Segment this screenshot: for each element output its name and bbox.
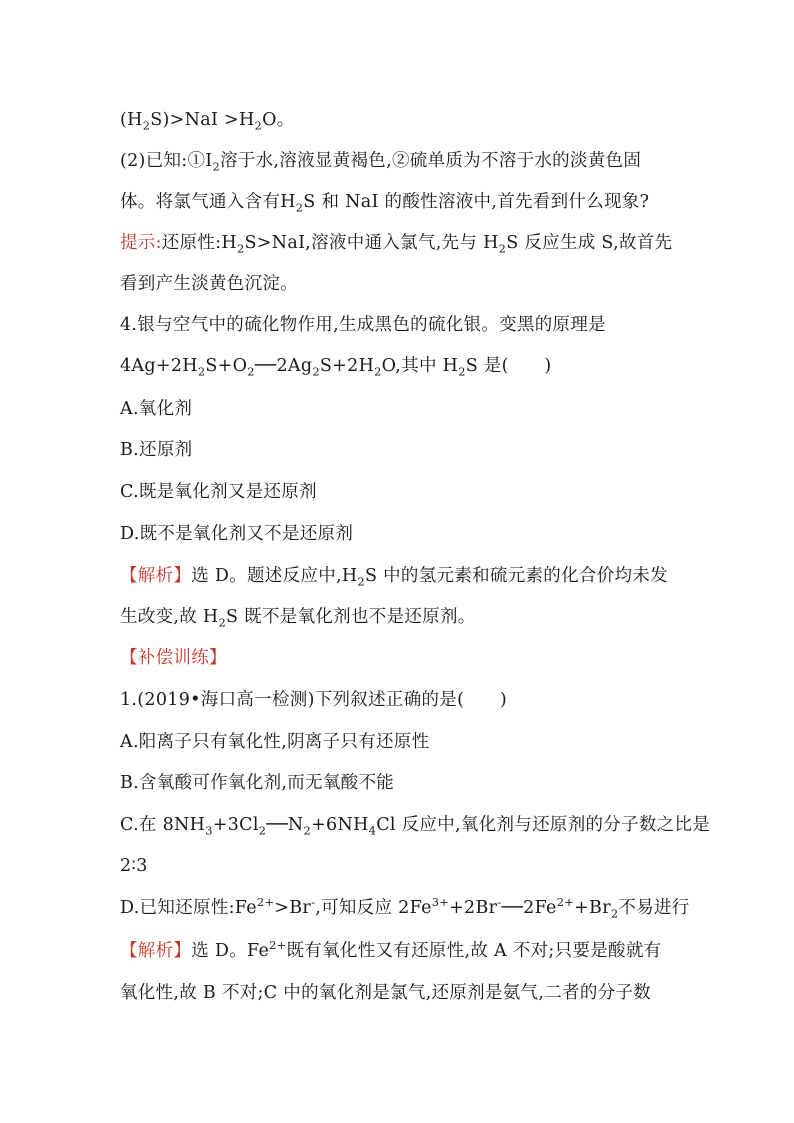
- subscript: 2: [212, 159, 221, 174]
- q4-option-a: A.氧化剂: [120, 399, 193, 419]
- text-run: S 反应生成 S,故首先: [506, 233, 673, 253]
- supplement-option-b: B.含氧酸可作氧化剂,而无氧酸不能: [120, 773, 395, 793]
- supplement-analysis-line2: 氧化性,故 B 不对;C 中的氧化剂是氯气,还原剂是氨气,二者的分子数: [120, 983, 652, 1003]
- text-run: ,可知反应 2Fe: [315, 898, 432, 918]
- subscript: 4: [368, 823, 377, 838]
- text-run: D.已知还原性:Fe: [120, 898, 257, 918]
- supplement-q1-stem: 1.(2019•海口高一检测)下列叙述正确的是( ): [120, 690, 507, 710]
- text-run: 选 D。题述反应中,H: [191, 566, 358, 586]
- subscript: 2: [610, 906, 619, 921]
- text-run: 4Ag+2H: [120, 356, 198, 376]
- text-run: O,其中 H: [381, 356, 459, 376]
- text-run: +Br: [574, 898, 611, 918]
- text-run: S>NaI,溶液中通入氯气,先与 H: [244, 233, 499, 253]
- superscript: 2+: [269, 938, 287, 953]
- superscript: 2+: [556, 895, 575, 910]
- subscript: 2: [357, 574, 365, 589]
- q4-option-b: B.还原剂: [120, 440, 193, 460]
- analysis-label: 【解析】: [120, 566, 192, 586]
- text-run: S)>NaI >H: [150, 110, 255, 130]
- hint-label: 提示:: [120, 233, 162, 253]
- subscript: 2: [197, 364, 206, 379]
- text-run: Cl 反应中,氧化剂与还原剂的分子数之比是: [376, 815, 711, 835]
- subscript: 2: [303, 823, 312, 838]
- superscript: 3+: [431, 895, 450, 910]
- supplement-option-d: [120, 896, 690, 920]
- supplement-option-a: A.阳离子只有氧化性,阴离子只有还原性: [120, 732, 430, 752]
- text-run: S+2H: [319, 356, 375, 376]
- text-run: (H: [120, 110, 143, 130]
- text-run: C.在 8NH: [120, 815, 206, 835]
- text-run: 生改变,故 H: [120, 607, 219, 627]
- text-run: 既有氧化性又有还原性,故 A 不对;只要是酸就有: [286, 941, 662, 961]
- q4-option-c: C.既是氧化剂又是还原剂: [120, 482, 317, 502]
- subscript: 2: [295, 200, 304, 215]
- text-run: O。: [262, 110, 295, 130]
- subscript: 2: [374, 364, 382, 379]
- subscript: 2: [254, 118, 263, 133]
- superscript: 2+: [256, 895, 275, 910]
- text-run: S 既不是氧化剂也不是还原剂。: [226, 607, 476, 627]
- superscript: -: [497, 895, 502, 910]
- subscript: 2: [236, 241, 245, 256]
- subscript: 2: [142, 118, 151, 133]
- text-run: 选 D。Fe: [191, 941, 270, 961]
- q3-ordering-line: [120, 108, 295, 132]
- text-run: 不易进行: [618, 898, 690, 918]
- superscript: -: [311, 895, 316, 910]
- q4-analysis-line1: [120, 564, 668, 588]
- text-run: 还原性:H: [161, 233, 237, 253]
- subscript: 2: [312, 364, 320, 379]
- analysis-label: 【解析】: [120, 941, 192, 961]
- subscript: 2: [458, 364, 466, 379]
- text-run: +3Cl: [212, 815, 259, 835]
- text-run: ──2Fe: [501, 898, 557, 918]
- text-run: +2Br: [449, 898, 498, 918]
- text-run: ──2Ag: [254, 356, 313, 376]
- text-run: >Br: [274, 898, 312, 918]
- q3-part2-line1: [120, 149, 641, 173]
- q3-part2-line2: [120, 190, 649, 214]
- text-run: ──N: [266, 815, 304, 835]
- text-run: +6NH: [311, 815, 369, 835]
- text-run: 体。将氯气通入含有H: [120, 192, 296, 212]
- subscript: 2: [498, 241, 507, 256]
- subscript: 2: [258, 823, 267, 838]
- text-run: S 中的氢元素和硫元素的化合价均未发: [364, 566, 668, 586]
- text-run: (2)已知:①I: [120, 151, 213, 171]
- supplement-heading: 【补偿训练】: [120, 648, 227, 668]
- text-run: S+O: [205, 356, 248, 376]
- subscript: 2: [218, 615, 227, 630]
- supplement-option-c: [120, 813, 710, 837]
- supplement-option-c-line2: 2∶3: [120, 856, 148, 876]
- q4-equation-line: [120, 354, 552, 378]
- text-run: S 是( ): [465, 356, 552, 376]
- text-run: S 和 NaI 的酸性溶液中,首先看到什么现象?: [303, 192, 650, 212]
- q4-analysis-line2: [120, 605, 476, 629]
- q4-option-d: D.既不是氧化剂又不是还原剂: [120, 524, 354, 544]
- hint-line2: 看到产生淡黄色沉淀。: [120, 274, 298, 294]
- q4-stem-line1: 4.银与空气中的硫化物作用,生成黑色的硫化银。变黑的原理是: [120, 315, 606, 335]
- text-run: 溶于水,溶液显黄褐色,②硫单质为不溶于水的淡黄色固: [220, 151, 642, 171]
- hint-line1: [120, 231, 672, 255]
- subscript: 2: [247, 364, 255, 379]
- supplement-analysis-line1: [120, 939, 661, 963]
- subscript: 3: [205, 823, 213, 838]
